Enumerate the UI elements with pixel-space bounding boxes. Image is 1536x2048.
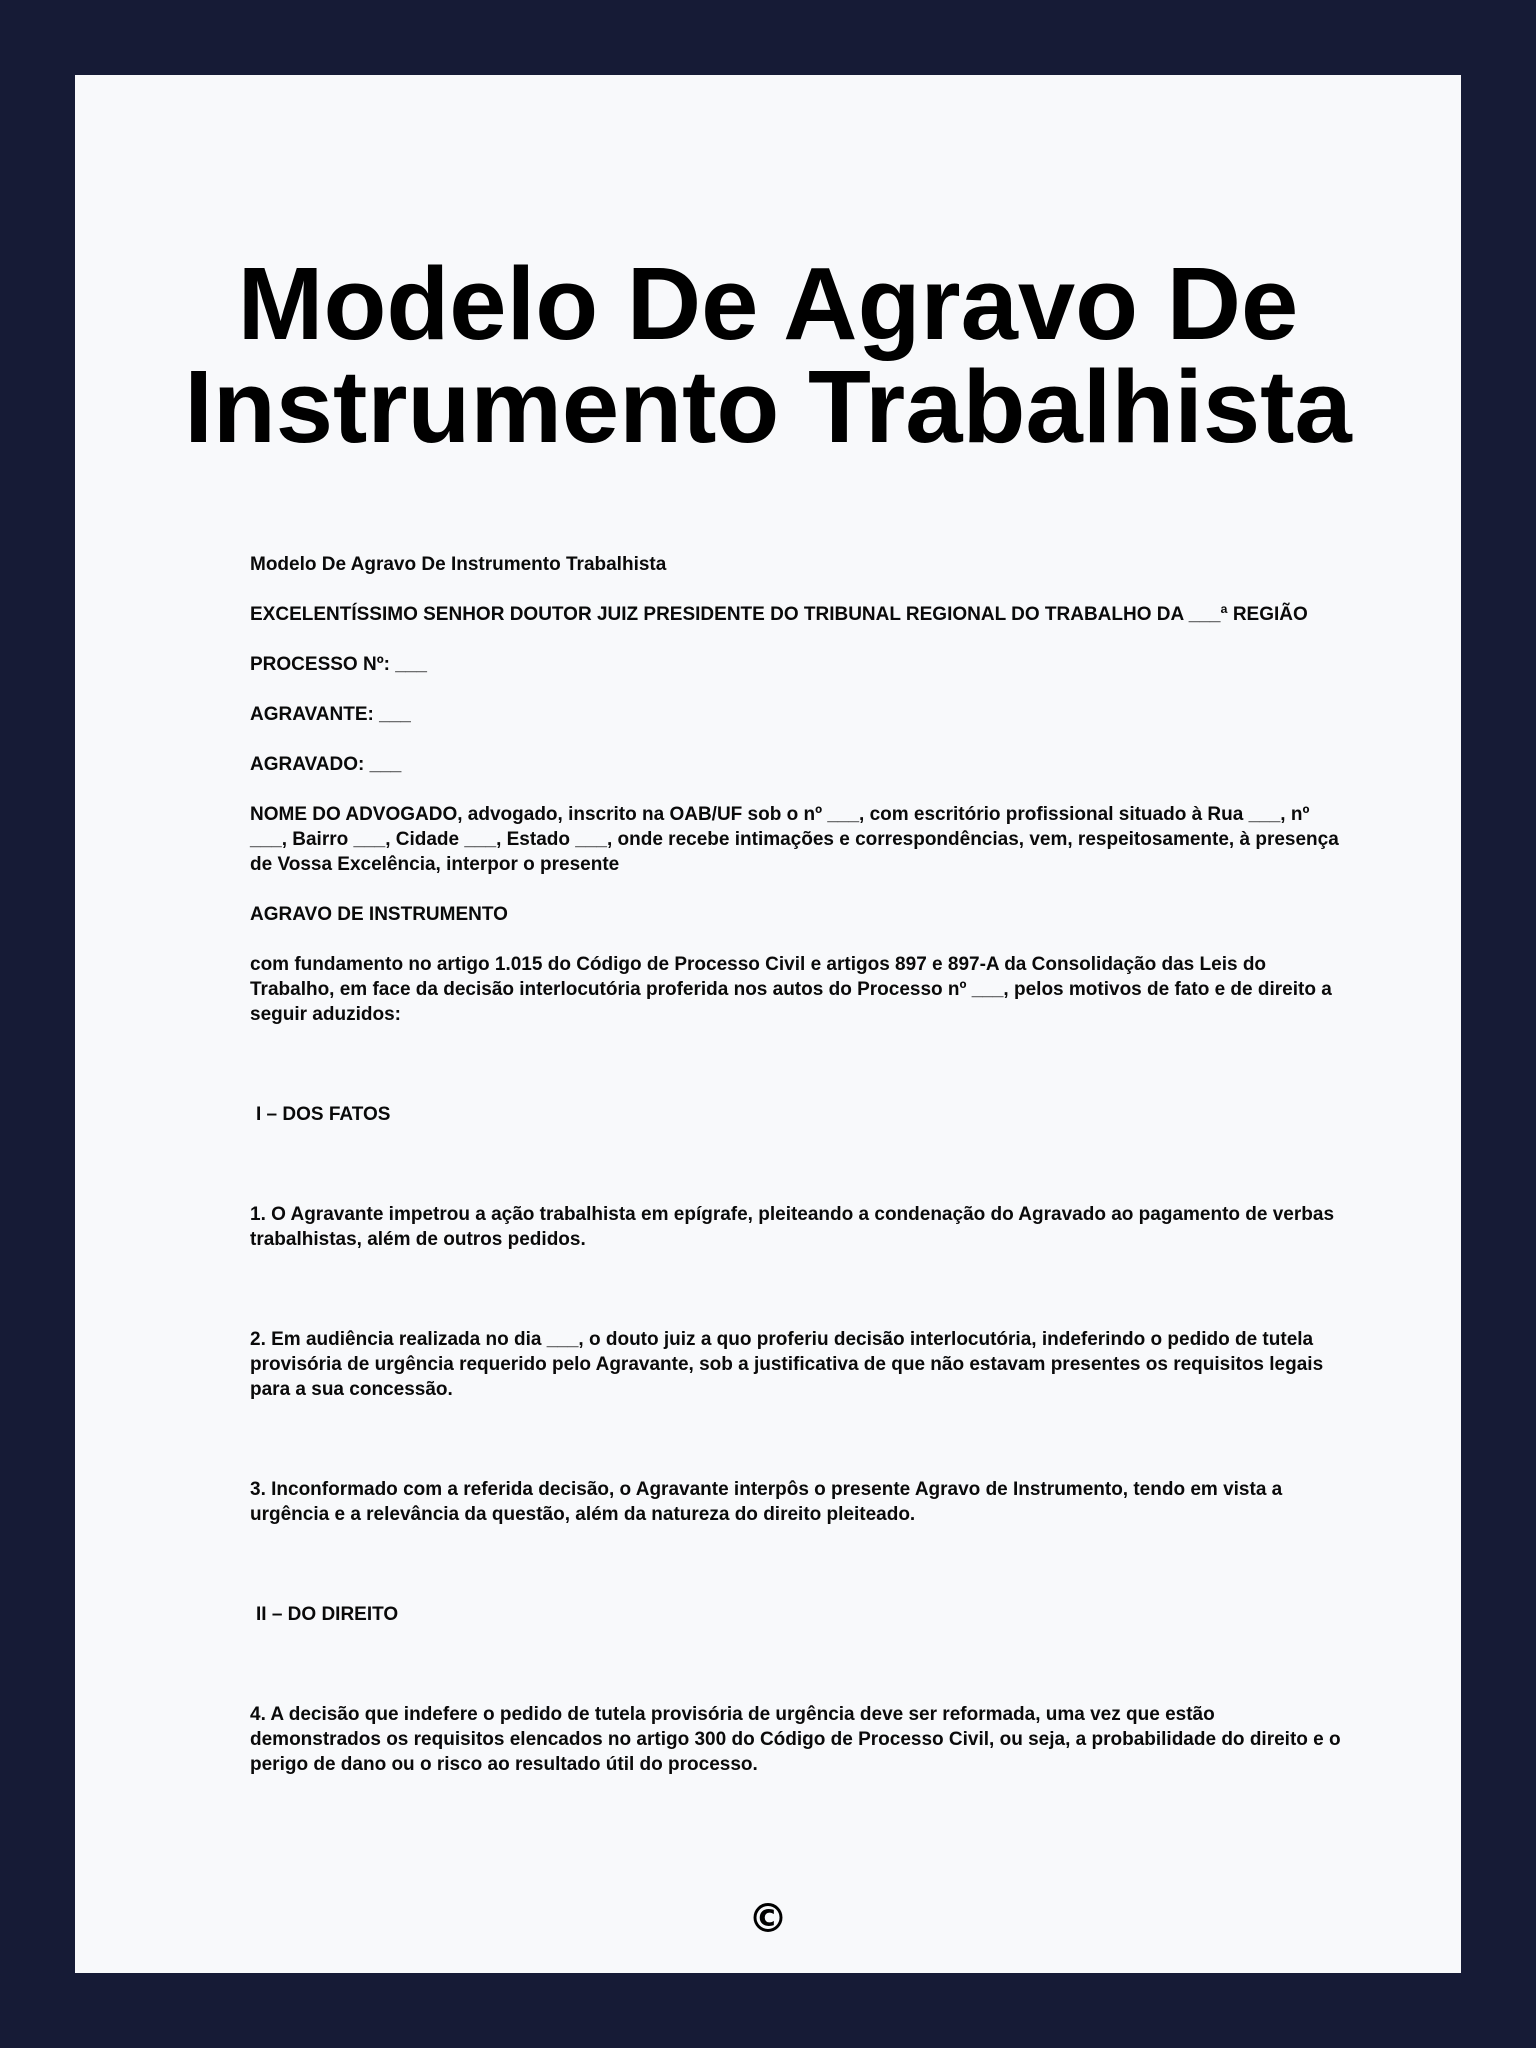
item-4: 4. A decisão que indefere o pedido de tutela provisória de urgência deve ser reformada, uma vez que estão demonstrados os requisitos elencados no artigo 300 do Código de Processo Civil, ou seja, a probabilidade do direito e o perigo de dano ou o risco ao resultado útil do processo. (250, 1704, 1341, 1775)
section-heading-direito: II – DO DIREITO (256, 1604, 399, 1625)
agravante: AGRAVANTE: ___ (250, 704, 411, 725)
fundamento-paragraph: com fundamento no artigo 1.015 do Código de Processo Civil e artigos 897 e 897-A da Consolidação das Leis do Trabalho, em face da decisão interlocutória proferida nos autos do Processo nº ___, pelos motivos de fato e de direito a seguir aduzidos: (250, 954, 1332, 1025)
section-heading-fatos: I – DOS FATOS (256, 1104, 391, 1125)
title-line-1: Modelo De Agravo De (237, 246, 1299, 361)
processo-number: PROCESSO Nº: ___ (250, 654, 427, 675)
intro-paragraph: NOME DO ADVOGADO, advogado, inscrito na OAB/UF sob o nº ___, com escritório profissional situado à Rua ___, nº ___, Bairro ___, Cidade ___, Estado ___, onde recebe intimações e correspondências, vem, respeitosamente, à presença de Vossa Excelência, interpor o presente (250, 804, 1339, 875)
document-body (250, 552, 1350, 1777)
item-1: 1. O Agravante impetrou a ação trabalhista em epígrafe, pleiteando a condenação do Agravado ao pagamento de verbas trabalhistas, além de outros pedidos. (250, 1204, 1335, 1250)
item-2: 2. Em audiência realizada no dia ___, o douto juiz a quo proferiu decisão interlocutória, indeferindo o pedido de tutela provisória de urgência requerido pelo Agravante, sob a justificativa de que não estavam presentes os requisitos legais para a sua concessão. (250, 1329, 1324, 1400)
addressee: EXCELENTÍSSIMO SENHOR DOUTOR JUIZ PRESIDENTE DO TRIBUNAL REGIONAL DO TRABALHO DA ___ª REGIÃO (250, 604, 1308, 625)
document-page (75, 75, 1461, 1973)
agravado: AGRAVADO: ___ (250, 754, 402, 775)
title-line-2: Instrumento Trabalhista (184, 349, 1352, 464)
document-title (75, 246, 1461, 464)
item-3: 3. Inconformado com a referida decisão, o Agravante interpôs o presente Agravo de Instrumento, tendo em vista a urgência e a relevância da questão, além da natureza do direito pleiteado. (250, 1479, 1283, 1525)
copyright-icon: © (748, 1896, 788, 1942)
recurso-name: AGRAVO DE INSTRUMENTO (250, 904, 508, 925)
document-subtitle: Modelo De Agravo De Instrumento Trabalhista (250, 554, 667, 575)
